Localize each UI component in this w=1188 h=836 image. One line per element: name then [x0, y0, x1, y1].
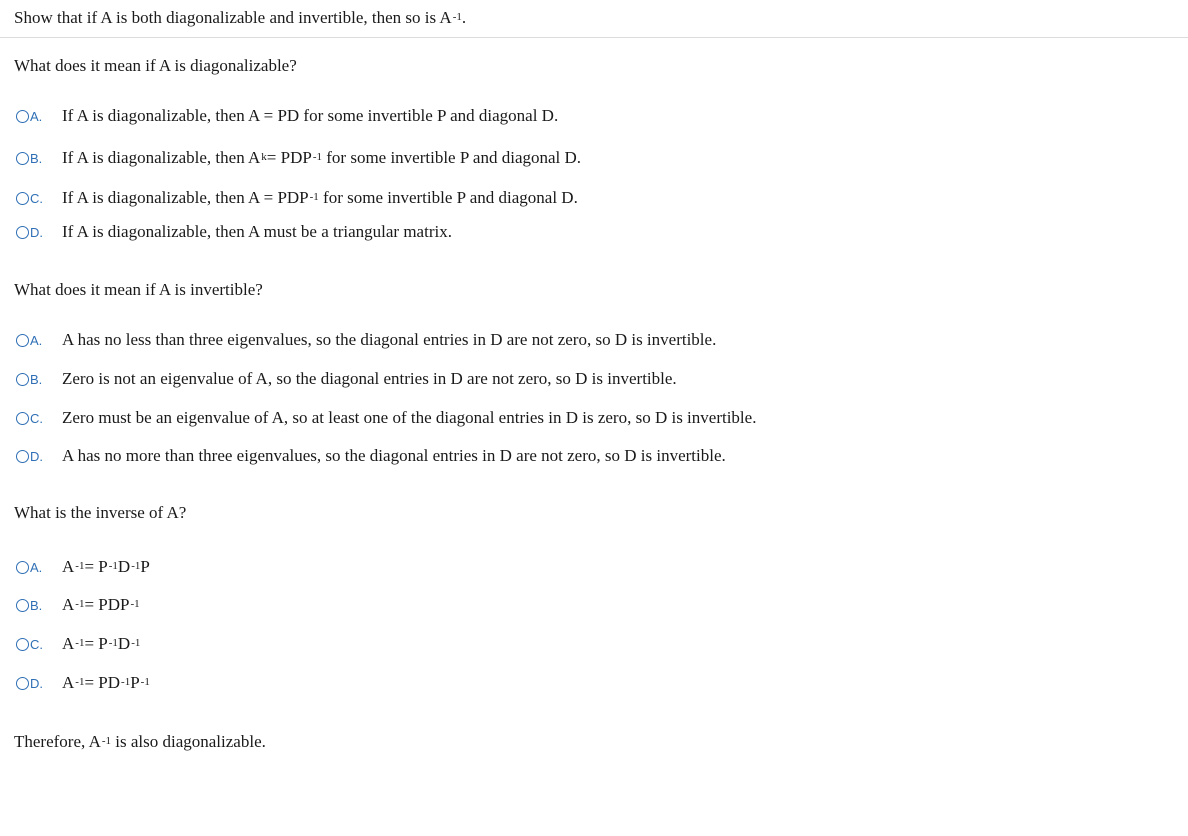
q3-option-a[interactable]	[16, 555, 150, 579]
formula-part: A	[62, 634, 75, 653]
conclusion-tail: is also diagonalizable.	[115, 732, 266, 751]
formula-part: A	[62, 557, 75, 576]
q1-option-c[interactable]	[16, 186, 578, 210]
radio-icon[interactable]	[16, 152, 29, 165]
exponent: k	[261, 151, 267, 163]
option-text-part: If A is diagonalizable, then A = PDP	[62, 188, 309, 207]
q1-option-d[interactable]	[16, 220, 452, 244]
exponent: -1	[131, 560, 141, 572]
option-letter: A.	[30, 559, 43, 575]
option-letter: D.	[30, 675, 43, 691]
exponent: -1	[75, 637, 85, 649]
exponent: -1	[75, 598, 85, 610]
radio-icon[interactable]	[16, 373, 29, 386]
radio-icon[interactable]	[16, 450, 29, 463]
exponent: -1	[131, 637, 141, 649]
q3-option-b[interactable]	[16, 593, 140, 617]
q1-option-a[interactable]	[16, 104, 558, 128]
exponent: -1	[312, 151, 322, 163]
option-text	[62, 557, 150, 577]
prompt-main: Show that if A is both diagonalizable and invertible, then so is A	[14, 8, 452, 27]
radio-icon[interactable]	[16, 226, 29, 239]
exponent: -1	[75, 560, 85, 572]
exponent: -1	[75, 676, 85, 688]
q3-option-c[interactable]	[16, 632, 140, 656]
option-letter: B.	[30, 371, 43, 387]
formula-part: A	[62, 673, 75, 692]
option-letter: D.	[30, 224, 43, 240]
prompt-text	[14, 8, 466, 28]
formula-part: A	[62, 595, 75, 614]
conclusion-main: Therefore, A	[14, 732, 101, 751]
q2-question: What does it mean if A is invertible?	[14, 280, 263, 299]
exponent: -1	[108, 637, 118, 649]
radio-icon[interactable]	[16, 110, 29, 123]
option-text	[62, 188, 578, 208]
option-letter: C.	[30, 636, 43, 652]
formula-part: P	[140, 557, 150, 576]
formula-part: = PDP	[84, 595, 130, 614]
option-text	[62, 634, 140, 654]
radio-icon[interactable]	[16, 599, 29, 612]
formula-part: = P	[84, 557, 108, 576]
option-letter: B.	[30, 150, 43, 166]
radio-icon[interactable]	[16, 638, 29, 651]
option-text: Zero is not an eigenvalue of A, so the diagonal entries in D are not zero, so D is invertible.	[62, 369, 677, 388]
option-letter: D.	[30, 448, 43, 464]
formula-part: = P	[84, 634, 108, 653]
radio-icon[interactable]	[16, 192, 29, 205]
conclusion-text	[14, 732, 266, 752]
q3-question: What is the inverse of A?	[14, 503, 187, 522]
option-text	[62, 148, 581, 168]
q1-question: What does it mean if A is diagonalizable?	[14, 56, 297, 75]
radio-icon[interactable]	[16, 677, 29, 690]
q1-option-b[interactable]	[16, 146, 581, 170]
q2-option-b[interactable]	[16, 367, 677, 391]
formula-part: D	[117, 634, 131, 653]
option-text	[62, 595, 140, 615]
option-text: If A is diagonalizable, then A = PD for some invertible P and diagonal D.	[62, 106, 559, 125]
prompt-period: .	[461, 8, 467, 27]
exponent: -1	[140, 676, 150, 688]
prompt-exponent: -1	[452, 11, 462, 23]
prompt-header	[0, 0, 1188, 38]
option-text: A has no less than three eigenvalues, so the diagonal entries in D are not zero, so D is invertible.	[62, 330, 717, 349]
q2-option-a[interactable]	[16, 328, 716, 352]
option-text-part: = PDP	[266, 148, 312, 167]
radio-icon[interactable]	[16, 412, 29, 425]
option-letter: C.	[30, 190, 43, 206]
radio-icon[interactable]	[16, 334, 29, 347]
option-letter: B.	[30, 597, 43, 613]
formula-part: P	[130, 673, 140, 692]
option-text-part: If A is diagonalizable, then A	[62, 148, 261, 167]
q2-option-c[interactable]	[16, 406, 756, 430]
q3-option-d[interactable]	[16, 671, 150, 695]
exponent: -1	[108, 560, 118, 572]
exponent: -1	[101, 735, 112, 747]
exponent: -1	[130, 598, 140, 610]
option-text	[62, 673, 150, 693]
option-text: A has no more than three eigenvalues, so the diagonal entries in D are not zero, so D is invertible.	[62, 446, 726, 465]
option-text-part: for some invertible P and diagonal D.	[323, 188, 578, 207]
exponent: -1	[121, 676, 131, 688]
option-letter: A.	[30, 108, 43, 124]
option-text: Zero must be an eigenvalue of A, so at least one of the diagonal entries in D is zero, so D is invertible.	[62, 408, 757, 427]
formula-part: D	[117, 557, 131, 576]
option-letter: A.	[30, 332, 43, 348]
q2-option-d[interactable]	[16, 444, 726, 468]
formula-part: = PD	[84, 673, 121, 692]
option-text: If A is diagonalizable, then A must be a triangular matrix.	[62, 222, 452, 241]
option-text-part: for some invertible P and diagonal D.	[326, 148, 582, 167]
radio-icon[interactable]	[16, 561, 29, 574]
exponent: -1	[309, 191, 319, 203]
option-letter: C.	[30, 410, 43, 426]
